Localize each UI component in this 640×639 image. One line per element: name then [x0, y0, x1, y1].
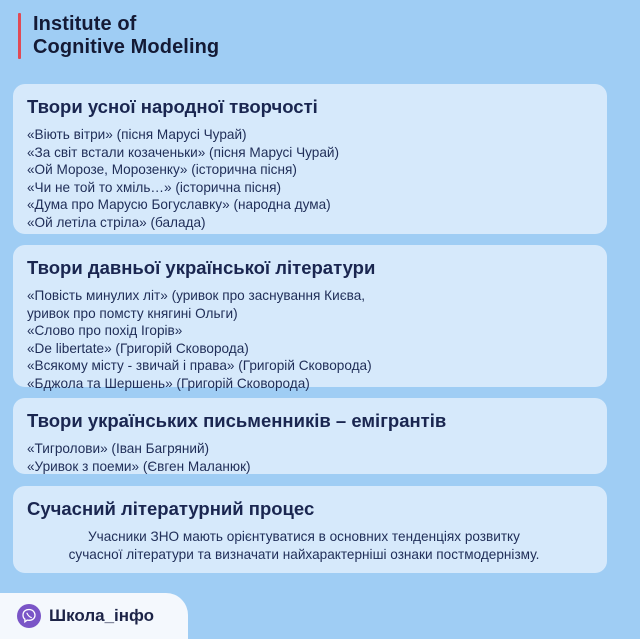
list-item: «Ой летіла стріла» (балада) — [27, 214, 206, 230]
list-item: «Уривок з поеми» (Євген Маланюк) — [27, 458, 251, 474]
list-item: «Чи не той то хміль…» (історична пісня) — [27, 179, 281, 195]
list-item: «Повість минулих літ» (уривок про заснування Києва, — [27, 288, 366, 303]
title-line-1: Institute of — [33, 13, 137, 35]
section-card-emigrants — [13, 398, 607, 474]
list-item: «Тигролови» (Іван Багряний) — [27, 441, 210, 456]
list-item: «За світ встали козаченьки» (пісня Марусі Чурай) — [27, 144, 340, 160]
section-title: Твори українських письменників – емігрантів — [27, 410, 447, 431]
list-item: «Дума про Марусю Богуславку» (народна дума) — [27, 197, 331, 213]
viber-icon — [17, 604, 41, 628]
title-line-2: Cognitive Modeling — [33, 36, 220, 58]
list-item: «Віють вітри» (пісня Марусі Чурай) — [27, 127, 247, 142]
accent-bar — [18, 13, 21, 59]
description-line: Учасники ЗНО мають орієнтуватися в основних тенденціях розвитку — [88, 529, 520, 544]
list-item: уривок про помсту княгині Ольги) — [27, 305, 238, 321]
section-card-ancient — [13, 245, 607, 391]
header — [18, 13, 219, 59]
list-item: «De libertate» (Григорій Сковорода) — [27, 340, 249, 356]
page-title — [33, 13, 219, 59]
section-title: Твори усної народної творчості — [27, 96, 318, 117]
section-card-folk — [13, 84, 607, 234]
description-line: сучасної літератури та визначати найхарактерніші ознаки постмодернізму. — [68, 546, 540, 562]
footer-badge[interactable] — [0, 593, 188, 639]
list-item: «Бджола та Шершень» (Григорій Сковорода) — [27, 375, 310, 391]
list-item: «Слово про похід Ігорів» — [27, 323, 183, 339]
list-item: «Ой Морозе, Морозенку» (історична пісня) — [27, 162, 297, 178]
brand-name: Школа_інфо — [49, 606, 155, 625]
list-item: «Всякому місту - звичай і права» (Григорій Сковорода) — [27, 358, 372, 374]
section-card-modern — [13, 486, 607, 573]
section-title: Сучасний літературний процес — [27, 498, 315, 519]
section-title: Твори давньої української літератури — [27, 257, 376, 278]
